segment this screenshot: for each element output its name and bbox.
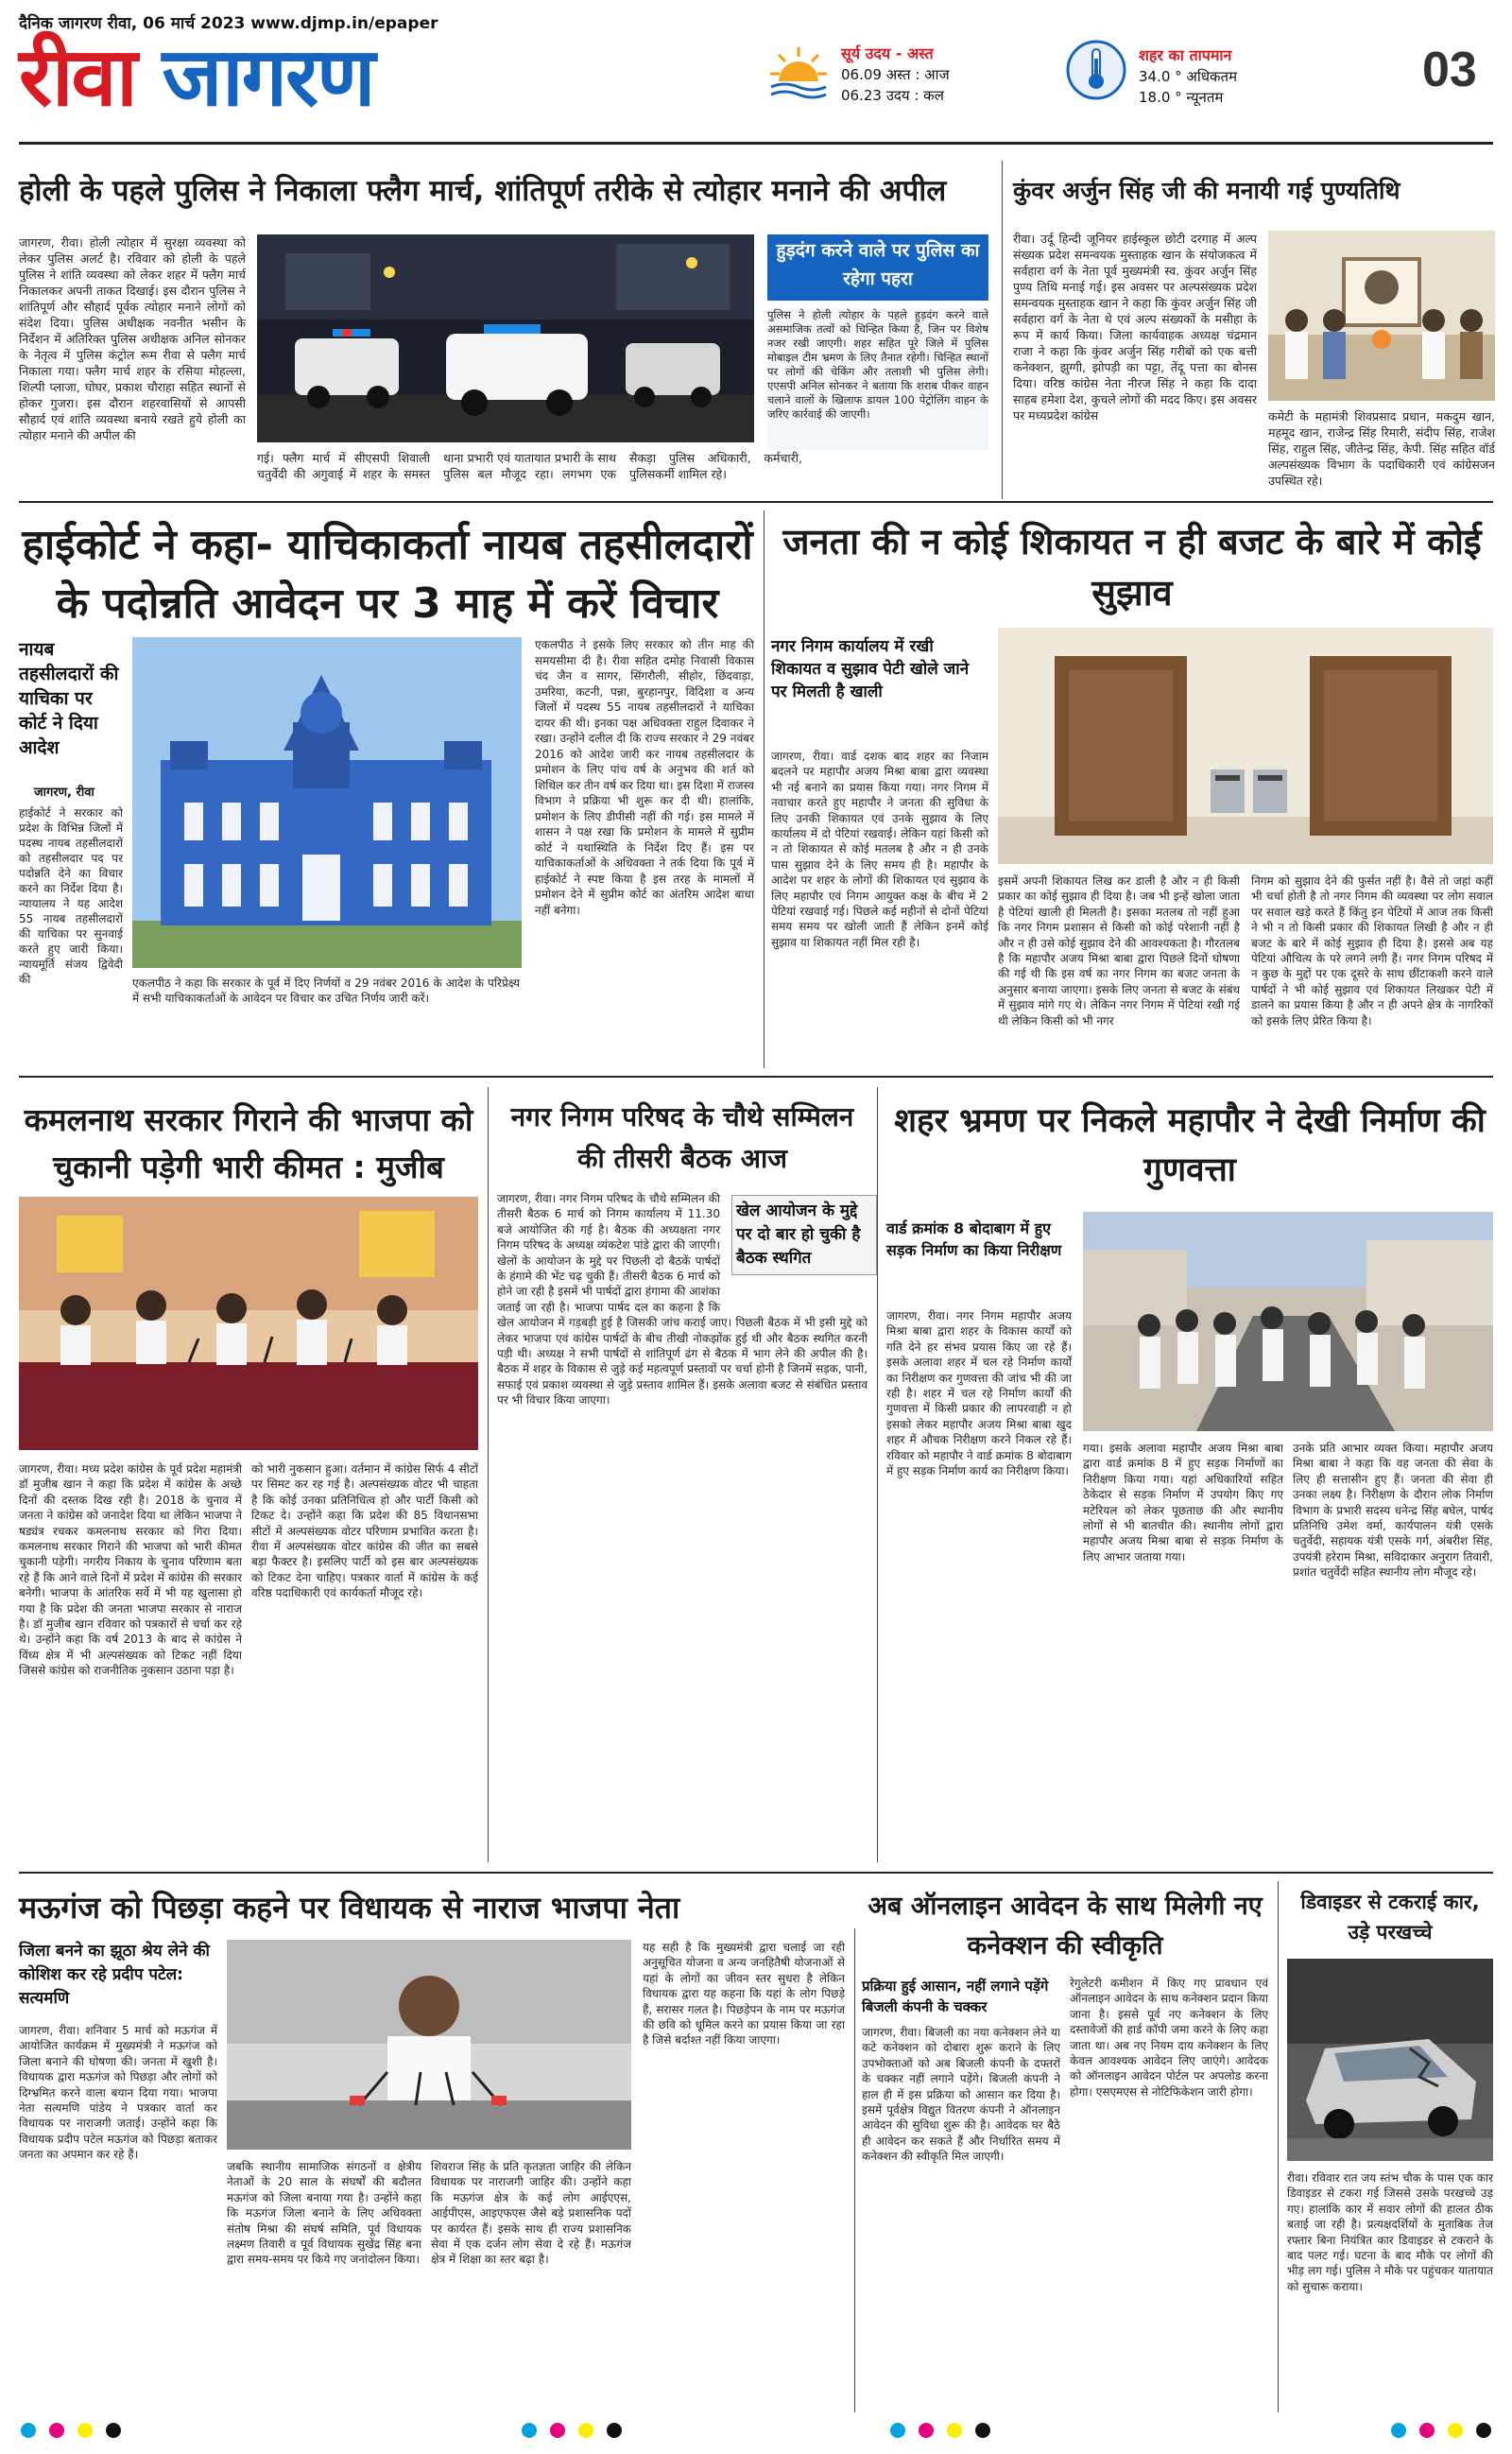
- story7-subheading: वार्ड क्रमांक 8 बोदाबाग में हुए सड़क निर्माण का किया निरीक्षण: [886, 1219, 1062, 1259]
- story5-body-right: को भारी नुकसान हुआ। वर्तमान में कांग्रेस सिर्फ 4 सीटों पर सिमट कर रह गई है। अल्पसंख्यक वोटर भी चाहता है कि कोई उनका प्रतिनिधित्व हो और पार्टी किसी को टिकट दे। उन्होंने कहा कि प्रदेश की 85 विधानसभा सीटों में अल्पसंख्यक वोटर परिणाम प्रभावित करता है। रीवा में अल्पसंख्यक वोटर कांग्रेस की जीत का सबसे बड़ा फैक्टर है। इसलिए पार्टी को इस बार अल्पसंख्यक को टिकट देना चाहिए। पत्रकार वार्ता में कांग्रेस के कई वरिष्ठ पदाधिकारी एवं कार्यकर्ता मौजूद रहे।: [251, 1462, 478, 1600]
- press-conference-photo: [19, 1197, 478, 1450]
- temp-min: 18.0 ° न्यूनतम: [1139, 89, 1224, 106]
- newspaper-logo: [19, 29, 374, 125]
- story10-body: रीवा। रविवार रात जय स्तंभ चौक के पास एक कार डिवाइडर से टकरा गई जिससे उसके परखच्चे उड़ गए। हालांकि कार में सवार लोगों की हालत ठीक बताई जा रही है। प्रत्यक्षदर्शियों के मुताबिक तेज रफ्तार बिना नियंत्रित कार डिवाइडर से टकराने के बाद पलट गई। घटना के बाद मौके पर लोगों की भीड़ लग गई। पुलिस ने मौके पर पहुंचकर यातायात को सुचारू कराया।: [1287, 2171, 1493, 2293]
- story2-body: रीवा। उर्दू हिन्दी जूनियर हाईस्कूल छोटी दरगाह में अल्प संख्यक प्रदेश समन्वयक मुस्ताहक खान के संयोजकत्व में सर्वहारा वर्ग के नेता पूर्व मुख्यमंत्री स्व. कुंवर अर्जुन सिंह पुण्य तिथि मनाई गई। इस अवसर पर अल्पसंख्यक प्रदेश समन्वयक मुस्ताहक खान ने कहा कि कुंवर अर्जुन सिंह जी सर्वहारा वर्ग के नेता थे एवं अल्प संख्यकों के मसीहा के रूप में कार्य किया। जिला कार्यवाहक अध्यक्ष चंद्रमान राजा ने कहा कि कुंवर अर्जुन सिंह गरीबों को एक बत्ती कनेक्शन, झुग्गी, झोपड़ी का पट्टा, तेंदू पत्ता का बोनस दिया। वरिष्ठ कांग्रेस नेता नीरज सिंह ने कहा कि दादा साहब हमेशा देश, कुचले लोगों की मदद किए। इस अवसर पर मध्यप्रदेश कांग्रेस: [1013, 232, 1257, 423]
- story7-body-right: उनके प्रति आभार व्यक्त किया। महापौर अजय मिश्रा बाबा ने कहा कि वह जनता की सेवा के लिए ही सत्तासीन हुए हैं। जनता की सेवा ही उनका लक्ष्य है। निरीक्षण के दौरान लोक निर्माण विभाग के प्रभारी सदस्य धनेन्द्र सिंह बघेल, पार्षद प्रतिनिधि उमेश वर्मा, कार्यपालन यंत्री एसके चतुर्वेदी, सहायक यंत्री एसके गर्ग, अंबरीश सिंह, उपयंत्री हरेराम मिश्रा, सविदाकार अनुराग तिवारी, प्रशांत चतुर्वेदी सहित स्थानीय लोग मौजूद रहे।: [1293, 1442, 1493, 1580]
- inset-spacer: [720, 1191, 868, 1312]
- logo-brand: जागरण: [162, 29, 374, 125]
- column-rule: [488, 1087, 489, 1862]
- story8-body-mid2: शिवराज सिंह के प्रति कृतज्ञता जाहिर की लेकिन विधायक पर नाराजगी जाहिर की। उन्होंने कहा कि मऊगंज क्षेत्र के कई लोग आईएएस, आईपीएस, आइएफएस जैसे बड़े प्रशासनिक पदों पर कार्यरत हैं। इसके साथ ही राज्य प्रशासनिक सेवा में एक दर्जन लोग सेवा दे रहे हैं। मऊगंज क्षेत्र में शिक्षा का स्तर बढ़ा है।: [431, 2160, 631, 2267]
- story5-headline: कमलनाथ सरकार गिराने की भाजपा को चुकानी पड़ेगी भारी कीमत : मुजीब: [24, 1101, 473, 1185]
- thermometer-icon: [1066, 40, 1126, 100]
- page-number: 03: [1422, 43, 1477, 97]
- row-divider: [19, 1872, 1493, 1874]
- story8-headline: मऊगंज को पिछड़ा कहने पर विधायक से नाराज भाजपा नेता: [19, 1890, 680, 1926]
- column-rule: [854, 1928, 855, 2412]
- column-rule: [1002, 161, 1003, 499]
- logo-city: रीवा: [19, 29, 136, 125]
- story6-inset-heading: खेल आयोजन के मुद्दे पर दो बार हो चुकी है बैठक स्थगित: [731, 1195, 877, 1275]
- story5-body-left: जागरण, रीवा। मध्य प्रदेश कांग्रेस के पूर्व प्रदेश महामंत्री डॉ मुजीब खान ने कहा कि प्रदेश में कांग्रेस के अच्छे दिनों की दस्तक दिख रही है। 2018 के चुनाव में जनता ने कांग्रेस को जनादेश दिया था लेकिन भाजपा ने षड्यंत्र रचकर कमलनाथ सरकार को गिरा दिया। कमलनाथ सरकार गिराने की भाजपा को भारी कीमत चुकानी पड़ेगी। नगरीय निकाय के चुनाव परिणाम बता रहे हैं कि आने वाले दिनों में प्रदेश में कांग्रेस की सरकार बनेगी। भाजपा के आंतरिक सर्वे में भी यह खुलासा हो गया है कि प्रदेश की जनता भाजपा सरकार से नाराज है। डॉ मुजीब खान रविवार को पत्रकारों से चर्चा कर रहे थे। उन्होंने कहा कि वर्ष 2013 के बाद से कांग्रेस ने विंध्य क्षेत्र में भी अल्पसंख्यक को टिकट नहीं दिया जिससे कांग्रेस को राजनीतिक नुकसान उठाना पड़ा है।: [19, 1462, 242, 1678]
- high-court-building-photo: [132, 637, 522, 968]
- story4-body-right: निगम को सुझाव देने की फुर्सत नहीं है। वैसे तो जहां कहीं भी चर्चा होती है तो नगर निगम की व्यवस्था पर लोग सवाल पर सवाल खड़े करते हैं किंतु इन पेटियों में आज तक किसी ने भी न तो किसी प्रकार की शिकायत लिखी है और न ही बजट के बारे में कोई सुझाव ही दिया है। इससे अब यह पेटियां औचित्य के परे लगने लगी हैं। नगर निगम परिषद में न कुछ के मुद्दों पर एक दूसरे के साथ छींटाकशी करने वाले पार्षदों ने भी कोई सुझाव एवं शिकायत लिखकर पेटी में डालने का प्रयास किया है और न ही अपने क्षेत्र के नागरिकों को इसके लिए प्रेरित किया है।: [1251, 874, 1493, 1028]
- story8-body-right: यह सही है कि मुख्यमंत्री द्वारा चलाई जा रही अनुसूचित योजना व अन्य जनहितैषी योजनाओं से यहां के लोगों का जीवन स्तर सुधरा है लेकिन विधायक द्वारा यह कहना कि यहां के लोग पिछड़े हैं, सरासर गलत है। पिछड़ेपन के नाम पर मऊगंज की छवि को धूमिल करने का प्रयास किया जा रहा है जिसे बर्दाश्त नहीं किया जाएगा।: [643, 1941, 845, 2048]
- sun-heading: सूर्य उदय - अस्त: [841, 44, 934, 62]
- story2-headline: कुंवर अर्जुन सिंह जी की मनायी गई पुण्यतिथि: [1013, 177, 1400, 204]
- story7-body-middle: गया। इसके अलावा महापौर अजय मिश्रा बाबा द्वारा वार्ड क्रमांक 8 में हुए सड़क निर्माणों का निरीक्षण किया गया। यहां अधिकारियों सहित ठेकेदार से सड़क निर्माण में उपयोग किए गए मटेरियल को लेकर पूछताछ की और स्थानीय लोगों से भी बातचीत की। स्थानीय लोगों द्वारा महापौर अजय मिश्रा बाबा से सड़क निर्माण के लिए आभार जताया गया।: [1083, 1442, 1283, 1564]
- column-rule: [764, 510, 765, 1068]
- column-rule: [1278, 1881, 1279, 2412]
- story1-sidebox-body: पुलिस ने होली त्योहार के पहले हुड़दंग करने वाले असमाजिक तत्वों को चिन्हित किया है, जिन पर विशेष नजर रखी जाएगी। शहर सहित पूरे जिले में पुलिस मोबाइल टीम भ्रमण के लिए तैनात रहेगी। चिन्हित स्थानों पर लोगों की चेकिंग और तलाशी भी पुलिस लेगी। एएसपी अनिल सोनकर ने बताया कि शराब पीकर वाहन चलाने वालों के खिलाफ डायल 100 पेट्रोलिंग वाहन के जरिए कार्रवाई की जाएगी।: [767, 308, 988, 450]
- crashed-car-photo: [1287, 1959, 1493, 2161]
- tribute-photo: [1268, 231, 1495, 401]
- temperature-box: [1139, 45, 1328, 108]
- story7-headline: शहर भ्रमण पर निकले महापौर ने देखी निर्माण की गुणवत्ता: [894, 1102, 1486, 1189]
- story6-headline: नगर निगम परिषद के चौथे सम्मिलन की तीसरी बैठक आज: [510, 1101, 854, 1174]
- temp-max: 34.0 ° अधिकतम: [1139, 68, 1238, 85]
- story8-body-mid1: जबकि स्थानीय सामाजिक संगठनों व क्षेत्रीय नेताओं के 20 साल के संघर्षों की बदौलत मऊगंज को जिला बनाया गया है। उन्होंने कहा कि मऊगंज जिला बनाने के लिए अधिवक्ता संतोष मिश्रा की संघर्ष समिति, पूर्व विधायक लक्ष्मण तिवारी व पूर्व विधायक सुखेंद्र सिंह बना द्वारा समय-समय पर किये गए जनांदोलन किया।: [227, 2160, 421, 2267]
- story4-body-middle: इसमें अपनी शिकायत लिख कर डाली है और न ही किसी प्रकार का कोई सुझाव ही दिया है। जब भी इन्हें खोला जाता है पेटियां खाली ही मिलती है। इसका मतलब तो नहीं हुआ कि नगर निगम प्रशासन से किसी को कोई परेशानी नहीं है और न ही उसे कोई सुझाव देने की आवश्यकता है। गौरतलब है कि महापौर अजय मिश्रा बाबा द्वारा पिछले दिनों घोषणा की गई थी कि इस वर्ष का नगर निगम का बजट जनता के अनुसार बनाया जाएगा। इसके लिए जनता से बजट के संबंध में सुझाव मांगे गए थे। लेकिन नगर निगम में पेटियां रखी गई थी लेकिन किसी को भी नगर: [998, 874, 1240, 1028]
- story8-subheading: जिला बनने का झूठा श्रेय लेने की कोशिश कर रहे प्रदीप पटेल: सत्यमणि: [19, 1942, 210, 2008]
- temp-heading: शहर का तापमान: [1139, 46, 1232, 64]
- story6-body-text: जागरण, रीवा। नगर निगम परिषद के चौथे सम्मिलन की तीसरी बैठक 6 मार्च को निगम कार्यालय में 11.30 बजे आयोजित की गई है। बैठक की अध्यक्षता नगर निगम परिषद के अध्यक्ष व्यंकटेश पांडे द्वारा की जाएगी। खेलों के आयोजन के मुद्दे पर पिछली दो बैठकें पार्षदों के हंगामे की भेंट चढ़ चुकी हैं। तीसरी बैठक 6 मार्च को होने जा रही है इसमें भी पार्षदों द्वारा हंगामा की आशंका जताई जा रही है। भाजपा पार्षद दल का कहना है कि खेल आयोजन में गड़बड़ी हुई है जिसकी जांच कराई जाए। पिछली बैठक में भी इसी मुद्दे को लेकर भाजपा एवं कांग्रेस पार्षदों के बीच तीखी नोकझोंक हुई थी और बैठक स्थगित करनी पड़ी थी। अध्यक्ष ने सभी पार्षदों से शांतिपूर्ण ढंग से बैठक में भाग लेने की अपील की है। बैठक में शहर के विकास से जुड़े कई महत्वपूर्ण प्रस्तावों पर चर्चा होनी है जिनमें सड़क, पानी, सफाई एवं प्रकाश व्यवस्था से जुड़े प्रस्ताव शामिल हैं। इसके अलावा बजट से संबंधित प्रस्ताव पर भी विचार किया जाएगा।: [497, 1192, 868, 1408]
- story4-headline: जनता की न कोई शिकायत न ही बजट के बारे में कोई सुझाव: [782, 521, 1482, 614]
- story9-body-right: रेगुलेटरी कमीशन में किए गए प्रावधान एवं ऑनलाइन आवेदन के साथ कनेक्शन प्रदान किया जाना है। इससे पूर्व नए कनेक्शन के लिए दस्तावेजों की हार्ड कॉपी जमा करने के लिए कहा जाता था। अब नए नियम दाय कनेक्शन के लिए केवल आवश्यक आवेदन लिए जाएंगे। आवेदक को ऑनलाइन आवेदन पोर्टल पर अपलोड करना होगा। एसएमएस से नोटिफिकेशन जारी होगा।: [1070, 1977, 1268, 2099]
- story4-subheading: नगर निगम कार्यालय में रखी शिकायत व सुझाव पेटी खोले जाने पर मिलती है खाली: [771, 637, 970, 701]
- sunrise-icon: [765, 42, 832, 108]
- sunset-time: 06.09 अस्त : आज: [841, 66, 950, 83]
- story3-body-left: हाईकोर्ट ने सरकार को प्रदेश के विभिन्न जिलों में पदस्थ नायब तहसीलदारों को तहसीलदार पद पर पदोन्नति देने का विचार करने का निर्देश दिया है। न्यायालय ने यह आदेश 55 नायब तहसीलदारों की याचिका पर सुनवाई करते हुए जारी किया। न्यायमूर्ति संजय द्विवेदी की: [19, 806, 123, 986]
- story3-body-bottom: एकलपीठ ने कहा कि सरकार के पूर्व में दिए निर्णयों व 29 नवंबर 2016 के आदेश के परिप्रेक्ष्य में सभी याचिकाकर्ताओं के आवेदन पर विचार कर उचित निर्णय जारी करें।: [132, 976, 520, 1005]
- complaint-box-photo: [998, 628, 1493, 864]
- column-rule: [877, 1087, 878, 1862]
- story1-continued: गई। फ्लैग मार्च में सीएसपी शिवाली चतुर्वेदी की अगुवाई में शहर के समस्त थाना प्रभारी एवं यातायात प्रभारी के साथ पुलिस बल मौजूद रहा। लगभग एक सैकड़ा पुलिस अधिकारी, कर्मचारी, पुलिसकर्मी शामिल रहे।: [257, 451, 802, 481]
- sunrise-time: 06.23 उदय : कल: [841, 87, 944, 104]
- story9-subheading: प्रक्रिया हुई आसान, नहीं लगाने पड़ेंगे बिजली कंपनी के चक्कर: [862, 1978, 1049, 2015]
- story6-body: [497, 1191, 868, 1858]
- story2-body-continued: कमेटी के महामंत्री शिवप्रसाद प्रधान, मकदुम खान, महमूद खान, राजेन्द्र सिंह रिमारी, संदीप सिंह, राजेश सिंह, राहुल सिंह, जीतेन्द्र सिंह, केपी. सिंह सहित वॉर्ड अल्पसंख्यक विभाग के पदाधिकारी एवं कांग्रेसजन उपस्थित रहे।: [1268, 409, 1495, 488]
- story4-body-left: जागरण, रीवा। वार्ड दशक बाद शहर का निजाम बदलने पर महापौर अजय मिश्रा बाबा द्वारा व्यवस्था भी नई बनाने का प्रयास किया गया। नगर निगम में नवाचार करते हुए महापौर ने जनता की सुविधा के लिए उनकी शिकायत एवं उनके सुझाव के लिए कार्यालय में दो पेटियां रखवाई। लेकिन यहां किसी को न तो शिकायत से कोई मतलब है और न ही उनके पास सुझाव देने के लिए समय ही है। महापौर के आदेश पर शहर के लोगों की शिकायत एवं सुझाव के लिए महापौर एवं निगम आयुक्त कक्ष के बीच में 2 पेटियां रखवाई गई। पिछले कई महीनों से दोनों पेटियां समय समय पर खोली जाती हैं लेकिन इनमें कोई सुझाव या शिकायत नहीं मिल रही है।: [771, 750, 988, 949]
- story10-headline: डिवाइडर से टकराई कार, उड़े परखच्चे: [1300, 1891, 1480, 1944]
- story1-body: जागरण, रीवा। होली त्योहार में सुरक्षा व्यवस्था को लेकर पुलिस अलर्ट है। रविवार को होली के पहले पुलिस ने शांति व्यवस्था को लेकर शहर में फ्लैग मार्च निकालकर अपनी ताकत दिखाई। इस दौरान पुलिस ने शांतिपूर्ण और सौहार्द पूर्वक त्योहार मनाने लोगों को संदेश दिया। पुलिस अधीक्षक नवनीत भसीन के निर्देशन में अतिरिक्त पुलिस अधीक्षक अनिल सोनकर के नेतृत्व में पुलिस कंट्रोल रूम रीवा से फ्लैग मार्च निकाला गया। फ्लैग मार्च शहर के रसिया मोहल्ला, शिल्पी प्लाजा, घोघर, प्रकाश चौराहा सहित स्थानों से होकर गुजरा। इस दौरान शहरवासियों से आपसी सौहार्द एवं शांति व्यवस्था बनाये रखते हुये होली का त्योहार मनाने की अपील की: [19, 235, 246, 442]
- masthead-top-line: दैनिक जागरण रीवा, 06 मार्च 2023 www.djmp.in/epaper: [19, 14, 438, 33]
- bjp-leader-press-photo: [227, 1940, 631, 2150]
- story9-headline: अब ऑनलाइन आवेदन के साथ मिलेगी नए कनेक्शन की स्वीकृति: [868, 1892, 1263, 1961]
- row-divider: [19, 501, 1493, 503]
- story3-dateline: जागरण, रीवा: [34, 786, 94, 800]
- story3-side-heading: नायब तहसीलदारों की याचिका पर कोर्ट ने दिया आदेश: [19, 639, 119, 758]
- story3-headline: हाईकोर्ट ने कहा- याचिकाकर्ता नायब तहसीलदारों के पदोन्नति आवेदन पर 3 माह में करें विचार: [22, 521, 753, 628]
- story8-body-left: जागरण, रीवा। शनिवार 5 मार्च को मऊगंज में आयोजित कार्यक्रम में मुख्यमंत्री ने मऊगंज को जिला बनाने की घोषणा की। जनता में खुशी है। विधायक द्वारा मऊगंज को पिछड़ा और लोगों को दिग्भ्रमित करने वाला बयान दिया गया। भाजपा नेता सत्यमणि पांडेय ने पत्रकार वार्ता कर विधायक पर नाराजगी जताई। उन्होंने कहा कि विधायक प्रदीप पटेल मऊगंज को पिछड़ा बताकर जनता का अपमान कर रहे हैं।: [19, 2024, 217, 2162]
- masthead-divider: [19, 142, 1493, 145]
- story1-sidebox-heading: हुड़दंग करने वाले पर पुलिस का रहेगा पहरा: [767, 234, 988, 301]
- story7-body-left: जागरण, रीवा। नगर निगम महापौर अजय मिश्रा बाबा द्वारा शहर के विकास कार्यों को गति देने हर संभव प्रयास किए जा रहे हैं। इसके अलावा शहर में चल रहे निर्माण कार्यों का निरीक्षण कर गुणवत्ता की जांच भी की जा रही है। शहर में चल रहे निर्माण कार्यों की गुणवत्ता में किसी प्रकार की लापरवाही न हो इसको लेकर महापौर अजय मिश्रा बाबा खुद शहर में औचक निरीक्षण करने निकल रहे हैं। रविवार को महापौर ने वार्ड क्रमांक 8 बोदाबाग में हुए सड़क निर्माण कार्य का निरीक्षण किया।: [886, 1309, 1072, 1478]
- story9-body-left: जागरण, रीवा। बिजली का नया कनेक्शन लेने या कटे कनेक्शन को दोबारा शुरू कराने के लिए उपभोक्ताओं को अब बिजली कंपनी के दफ्तरों के चक्कर नहीं लगाने पड़ेंगे। बिजली कंपनी ने हाल ही में इस प्रक्रिया को आसान कर दिया है। इसमें पूर्वक्षेत्र विद्युत वितरण कंपनी ने ऑनलाइन आवेदन की सुविधा शुरू की है। आवेदक घर बैठे ही आवेदन कर सकते हैं और निर्धारित समय में कनेक्शन की स्वीकृति मिल जाएगी।: [862, 2026, 1060, 2164]
- print-color-bar: [0, 2420, 1512, 2441]
- story1-headline: होली के पहले पुलिस ने निकाला फ्लैग मार्च, शांतिपूर्ण तरीके से त्योहार मनाने की अपील: [19, 174, 947, 208]
- flag-march-photo: [257, 234, 754, 442]
- story3-body-right: एकलपीठ ने इसके लिए सरकार को तीन माह की समयसीमा दी है। रीवा सहित दमोह निवासी विकास चंद जैन व सागर, सिंगरौली, सीहोर, छिंदवाड़ा, उमरिया, कटनी, पन्ना, बुरहानपुर, विदिशा व अन्य जिलों में पदस्थ 55 नायब तहसीलदारों ने याचिका दायर की थी। इनका पक्ष अधिवक्ता राहुल दिवाकर ने रखा। उन्होंने दलील दी कि राज्य सरकार ने 29 नवंबर 2016 को आदेश जारी कर नायब तहसीलदार के प्रमोशन के लिए पांच वर्ष के अनुभव की शर्त को शिथिल कर तीन वर्ष कर दिया था। इस दिशा में राजस्व विभाग ने प्रक्रिया भी शुरू कर दी थी। हालांकि, प्रमोशन के लिए डीपीसी नहीं की गई। इस मामले में शासन ने पक्ष रखा कि प्रमोशन के मामले में सुप्रीम कोर्ट ने यथास्थिति के निर्देश दिए हैं। इस पर याचिकाकर्ताओं के अधिवक्ता ने तर्क दिया कि पूर्व में हाईकोर्ट ने स्पष्ट किया है इस तरह के मामलों में प्रमोशन देने में सुप्रीम कोर्ट का अंतरिम आदेश बाधा नहीं बनेगा।: [535, 638, 754, 917]
- sun-times-box: [841, 43, 1049, 106]
- road-inspection-photo: [1083, 1212, 1493, 1431]
- row-divider: [19, 1076, 1493, 1078]
